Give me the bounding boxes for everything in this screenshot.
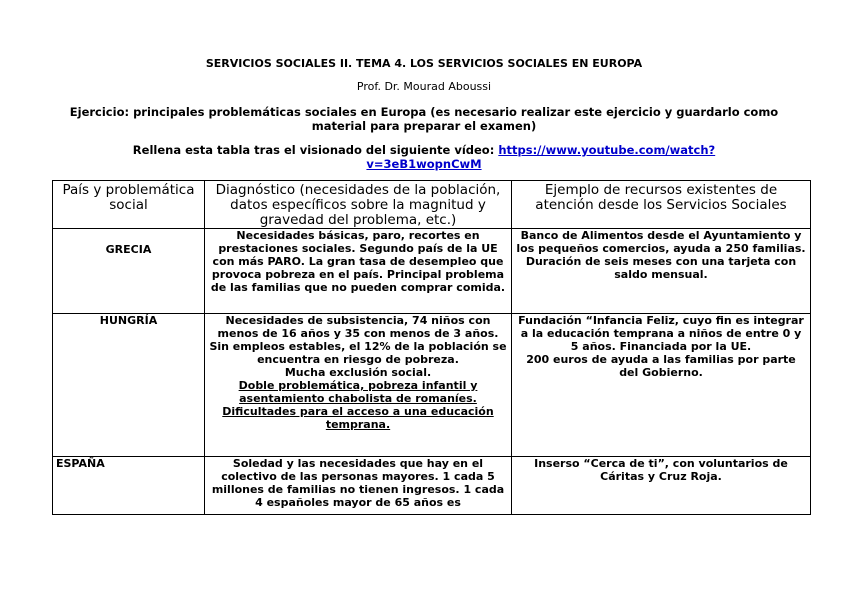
header-resources: Ejemplo de recursos existentes de atención desde los Servicios Sociales (512, 181, 811, 229)
video-instructions (100, 143, 748, 171)
video-link[interactable]: https://www.youtube.com/watch?v=3eB1wopnCwM (366, 143, 716, 171)
header-diagnosis: Diagnóstico (necesidades de la población, datos específicos sobre la magnitud y gravedad del problema, etc.) (205, 181, 512, 229)
resources-cell: Banco de Alimentos desde el Ayuntamiento y los pequeños comercios, ayuda a 250 familias. Duración de seis meses con una tarjeta con saldo mensual. (512, 229, 811, 314)
header-country: País y problemática social (53, 181, 205, 229)
diagnosis-cell: Soledad y las necesidades que hay en el colectivo de las personas mayores. 1 cada 5 millones de familias no tienen ingresos. 1 cada 4 españoles mayor de 65 años es (205, 457, 512, 515)
resources-cell (512, 314, 811, 457)
table-header-row (53, 181, 811, 229)
diagnosis-cell: Necesidades básicas, paro, recortes en prestaciones sociales. Segundo país de la UE con más PARO. La gran tasa de desempleo que provoca pobreza en el país. Principal problema de las familias que no pueden comprar comida. (205, 229, 512, 314)
country-cell: GRECIA (53, 229, 205, 314)
country-cell: HUNGRÍA (53, 314, 205, 457)
diagnosis-text-underlined: Doble problemática, pobreza infantil y asentamiento chabolista de romaníes. (238, 379, 478, 405)
document-title: SERVICIOS SOCIALES II. TEMA 4. LOS SERVICIOS SOCIALES EN EUROPA (205, 57, 643, 70)
country-cell: ESPAÑA (53, 457, 205, 515)
resources-cell: Inserso “Cerca de ti”, con voluntarios de Cáritas y Cruz Roja. (512, 457, 811, 515)
video-instruction-text: Rellena esta tabla tras el visionado del siguiente vídeo: (132, 143, 499, 157)
table-row (53, 229, 811, 314)
table-row (53, 314, 811, 457)
exercise-instructions: Ejercicio: principales problemáticas sociales en Europa (es necesario realizar este ejercicio y guardarlo como material para preparar el examen) (69, 105, 779, 133)
diagnosis-text: Necesidades de subsistencia, 74 niños con menos de 16 años y 35 con menos de 3 años. Sin empleos estables, el 12% de la población se encuentra en riesgo de pobreza. (209, 314, 507, 366)
resources-text: Fundación “Infancia Feliz, cuyo fin es integrar a la educación temprana a niños de entre 0 y 5 años. Financiada por la UE. (518, 314, 804, 353)
author-line: Prof. Dr. Mourad Aboussi (356, 80, 492, 93)
diagnosis-cell (205, 314, 512, 457)
resources-text: 200 euros de ayuda a las familias por parte del Gobierno. (526, 353, 796, 379)
problems-table (52, 180, 811, 515)
diagnosis-text: Mucha exclusión social. (284, 366, 432, 379)
diagnosis-text-underlined: Dificultades para el acceso a una educación temprana. (222, 405, 494, 431)
table-row (53, 457, 811, 515)
